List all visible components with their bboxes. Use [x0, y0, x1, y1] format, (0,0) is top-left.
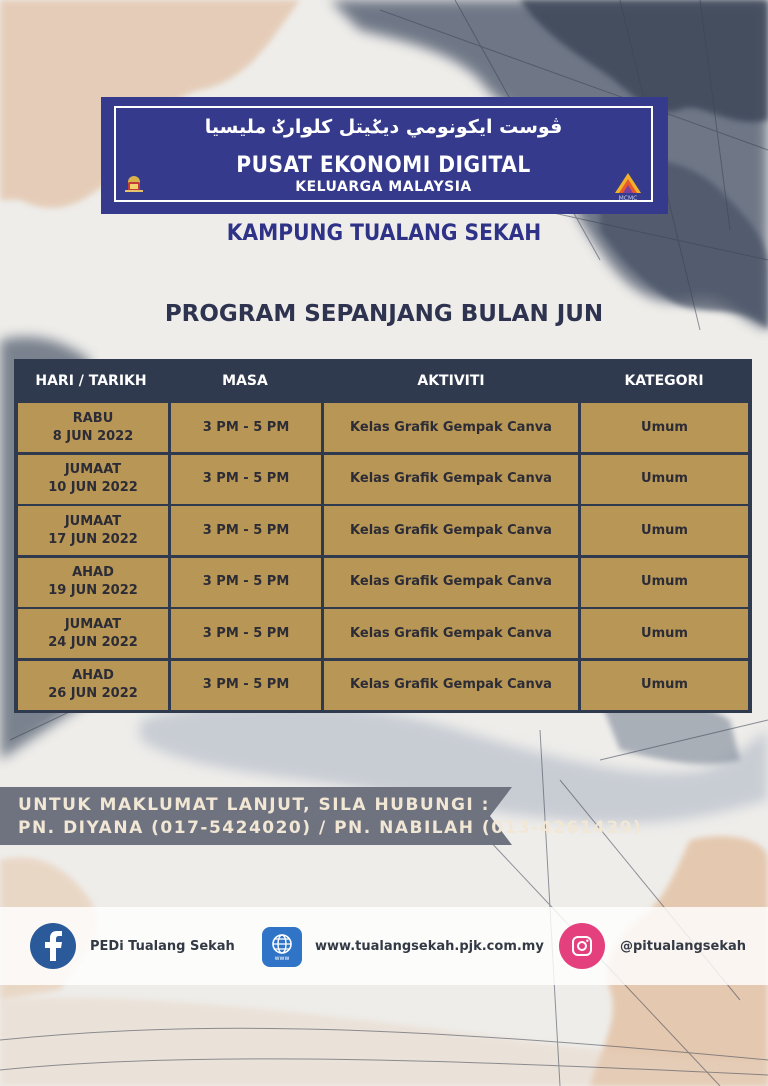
- cell-masa: 3 PM - 5 PM: [171, 661, 321, 710]
- header-banner: [101, 97, 668, 214]
- cell-masa: 3 PM - 5 PM: [171, 403, 321, 452]
- cell-masa: 3 PM - 5 PM: [171, 609, 321, 658]
- cell-kategori: Umum: [581, 558, 748, 607]
- day-label: JUMAAT: [64, 513, 122, 529]
- location-title: KAMPUNG TUALANG SEKAH: [226, 221, 542, 246]
- facebook-icon[interactable]: [30, 923, 76, 969]
- cell-hari-tarikh: [18, 403, 168, 452]
- cell-masa: 3 PM - 5 PM: [171, 506, 321, 555]
- day-label: RABU: [72, 410, 114, 426]
- cell-kategori: Umum: [581, 609, 748, 658]
- day-label: AHAD: [72, 668, 114, 683]
- header-subtitle: KELUARGA MALAYSIA: [295, 179, 472, 195]
- jawi-title: ڤوست ايکونومي ديݢيتل کلوارݢ مليسيا: [204, 116, 563, 138]
- cell-aktiviti: Kelas Grafik Gempak Canva: [324, 403, 578, 452]
- header-title: PUSAT EKONOMI DIGITAL: [236, 153, 531, 178]
- day-label: JUMAAT: [64, 462, 122, 477]
- table-row: [14, 403, 752, 453]
- date-label: 26 JUN 2022: [48, 686, 138, 701]
- day-label: AHAD: [72, 565, 114, 580]
- schedule-table: [14, 359, 752, 713]
- date-label: 17 JUN 2022: [48, 531, 138, 547]
- cell-kategori: Umum: [581, 661, 748, 710]
- program-title: PROGRAM SEPANJANG BULAN JUN: [164, 301, 604, 327]
- table-row: [14, 506, 752, 556]
- header-masa: MASA: [222, 373, 268, 389]
- cell-aktiviti: Kelas Grafik Gempak Canva: [324, 558, 578, 607]
- cell-aktiviti: Kelas Grafik Gempak Canva: [324, 609, 578, 658]
- cell-aktiviti: Kelas Grafik Gempak Canva: [324, 455, 578, 504]
- header-frame: [114, 106, 653, 202]
- header-hari-tarikh: HARI / TARIKH: [35, 373, 147, 389]
- cell-hari-tarikh: [18, 506, 168, 555]
- cell-hari-tarikh: [18, 558, 168, 607]
- cell-kategori: Umum: [581, 403, 748, 452]
- date-label: 19 JUN 2022: [48, 583, 138, 598]
- cell-hari-tarikh: [18, 455, 168, 504]
- contact-heading: UNTUK MAKLUMAT LANJUT, SILA HUBUNGI :: [18, 795, 490, 815]
- cell-aktiviti: Kelas Grafik Gempak Canva: [324, 506, 578, 555]
- globe-icon-label: www: [274, 954, 290, 962]
- cell-aktiviti: Kelas Grafik Gempak Canva: [324, 661, 578, 710]
- website-link[interactable]: www.tualangsekah.pjk.com.my: [315, 939, 544, 954]
- header-kategori: KATEGORI: [624, 373, 704, 389]
- header-aktiviti: AKTIVITI: [417, 373, 485, 389]
- mcmc-logo: [611, 171, 645, 201]
- facebook-link[interactable]: PEDi Tualang Sekah: [90, 939, 235, 954]
- social-footer: [0, 907, 768, 985]
- date-label: 10 JUN 2022: [48, 480, 138, 495]
- cell-masa: 3 PM - 5 PM: [171, 558, 321, 607]
- instagram-icon[interactable]: [559, 923, 605, 969]
- cell-hari-tarikh: [18, 609, 168, 658]
- mcmc-text: MCMC: [618, 195, 638, 201]
- cell-hari-tarikh: [18, 661, 168, 710]
- cell-masa: 3 PM - 5 PM: [171, 455, 321, 504]
- cell-kategori: Umum: [581, 455, 748, 504]
- day-label: JUMAAT: [64, 616, 122, 632]
- contact-numbers: PN. DIYANA (017-5424020) / PN. NABILAH (013-4261439): [18, 818, 643, 838]
- cell-kategori: Umum: [581, 506, 748, 555]
- table-row: [14, 661, 752, 711]
- date-label: 24 JUN 2022: [48, 634, 138, 650]
- table-row: [14, 455, 752, 505]
- table-row: [14, 609, 752, 659]
- contact-ribbon: [0, 787, 643, 845]
- instagram-link[interactable]: @pitualangsekah: [620, 939, 747, 954]
- globe-icon[interactable]: [262, 927, 302, 967]
- coat-of-arms-logo: [123, 173, 145, 195]
- table-row: [14, 558, 752, 608]
- table-header: [14, 359, 752, 403]
- date-label: 8 JUN 2022: [52, 428, 134, 444]
